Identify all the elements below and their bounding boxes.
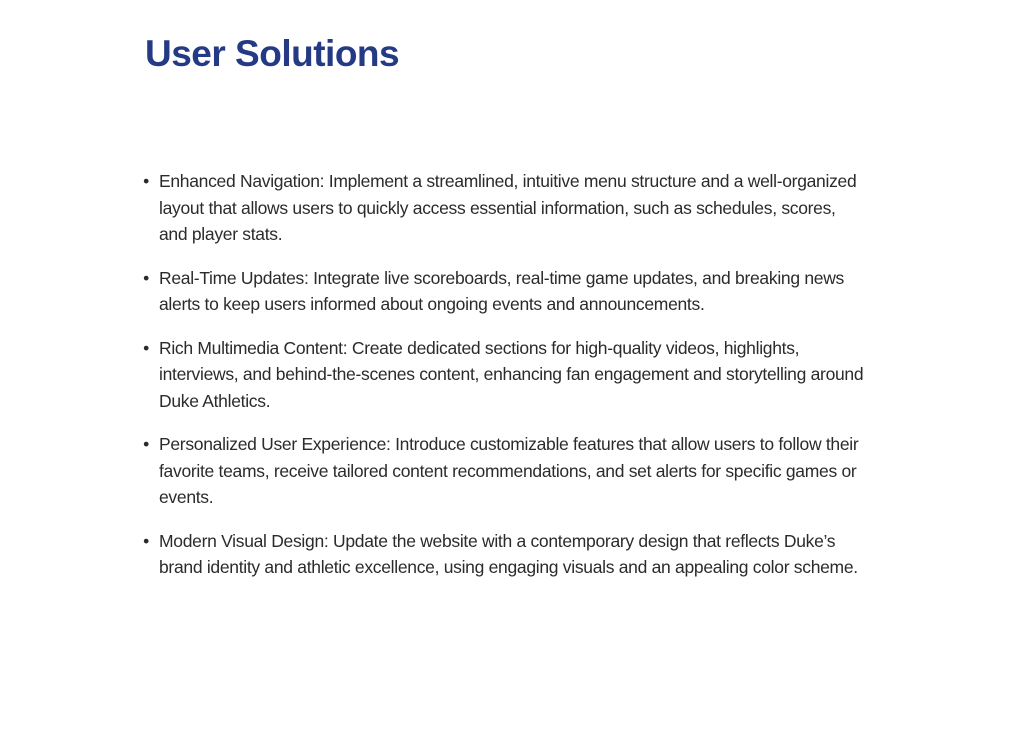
bullet-icon: • [143, 434, 149, 454]
bullet-icon: • [143, 171, 149, 191]
list-item-text: Personalized User Experience: Introduce customizable features that allow users to follow their favorite teams, receive tailored content recommendations, and set alerts for specific games or events. [159, 434, 859, 507]
list-item [141, 528, 866, 581]
list-item [141, 168, 866, 248]
list-item-text: Real-Time Updates: Integrate live scoreboards, real-time game updates, and breaking news alerts to keep users informed about ongoing events and announcements. [159, 267, 844, 314]
bullet-icon: • [143, 337, 149, 358]
bullet-icon: • [143, 530, 149, 551]
bullet-icon: • [143, 267, 149, 288]
list-item-text: Modern Visual Design: Update the website with a contemporary design that reflects Duke’s brand identity and athletic excellence, using engaging visuals and an appealing color scheme. [159, 530, 858, 577]
page-title: User Solutions [145, 33, 400, 74]
solutions-list [141, 168, 866, 598]
list-item-text: Enhanced Navigation: Implement a streamlined, intuitive menu structure and a well-organized layout that allows users to quickly access essential information, such as schedules, scores, and player stats. [159, 171, 857, 244]
list-item [141, 265, 866, 318]
list-item [141, 431, 866, 511]
list-item [141, 335, 866, 415]
list-item-text: Rich Multimedia Content: Create dedicated sections for high-quality videos, highlights, interviews, and behind-the-scenes content, enhancing fan engagement and storytelling around Duke Athletics. [159, 337, 864, 411]
